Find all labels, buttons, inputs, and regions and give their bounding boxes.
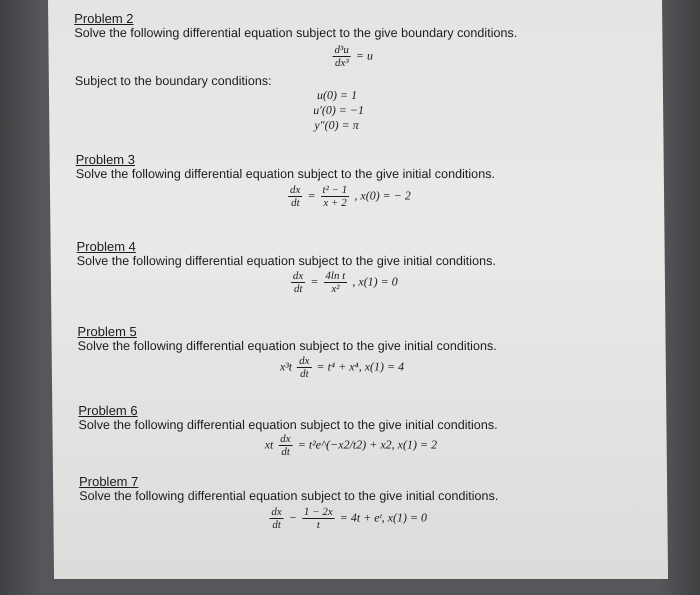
problem-description: Solve the following differential equation subject to the give initial conditions. <box>75 167 496 181</box>
boundary-condition: u(0) = 1 <box>316 88 358 102</box>
equation: x³t $\frac{dx}{dt}$ = t⁴ + x⁴, x(1) = 4 <box>279 355 405 380</box>
eq-rhs: = u <box>355 48 374 63</box>
initial-condition: = t⁴ + x⁴, x(1) = 4 <box>316 359 405 374</box>
boundary-condition: u′(0) = −1 <box>313 103 365 117</box>
problem-description: Solve the following differential equation subject to the give boundary conditions. <box>74 26 518 40</box>
eq-denominator: dx³ <box>334 57 349 69</box>
problem-description: Solve the following differential equation subject to the give initial conditions. <box>79 489 499 503</box>
equation: $\frac{dx}{dt}$ − $\frac{1 - 2x}{t}$ = 4t + eᵗ, x(1) = 0 <box>271 506 428 531</box>
problem-title: Problem 2 <box>74 11 134 26</box>
problem-description: Solve the following differential equation subject to the give initial conditions. <box>77 339 497 353</box>
problem-sheet <box>48 0 668 579</box>
initial-condition: = 4t + eᵗ, x(1) = 0 <box>339 510 428 525</box>
problem-description: Solve the following differential equation subject to the give initial conditions. <box>78 418 498 432</box>
equation <box>330 44 373 69</box>
eq-numerator: d³u <box>332 44 350 57</box>
boundary-conditions-label: Subject to the boundary conditions: <box>74 74 272 88</box>
initial-condition: = t²e^(−x2/t2) + x2, x(1) = 2 <box>297 437 438 452</box>
equation: $\frac{dx}{dt}$ = $\frac{\text{4ln t}}{\text{x²}}$ , x(1) = 0 <box>292 270 398 295</box>
initial-condition: , x(1) = 0 <box>352 274 398 289</box>
equation: xt $\frac{dx}{dt}$ = t²e^(−x2/t2) + x2, x(1) = 2 <box>264 433 438 458</box>
problem-title: Problem 4 <box>76 239 136 254</box>
problem-title: Problem 5 <box>77 324 137 339</box>
problem-title: Problem 6 <box>78 403 138 418</box>
boundary-condition: y″(0) = π <box>314 118 359 132</box>
initial-condition: , x(0) = − 2 <box>354 188 411 203</box>
problem-title: Problem 3 <box>75 152 135 167</box>
problem-title: Problem 7 <box>78 474 139 489</box>
problem-description: Solve the following differential equation subject to the give initial conditions. <box>76 254 496 268</box>
equation: $\frac{dx}{dt}$ = $\frac{\text{t² − 1}}{x + 2}$ , x(0) = − 2 <box>289 184 411 209</box>
